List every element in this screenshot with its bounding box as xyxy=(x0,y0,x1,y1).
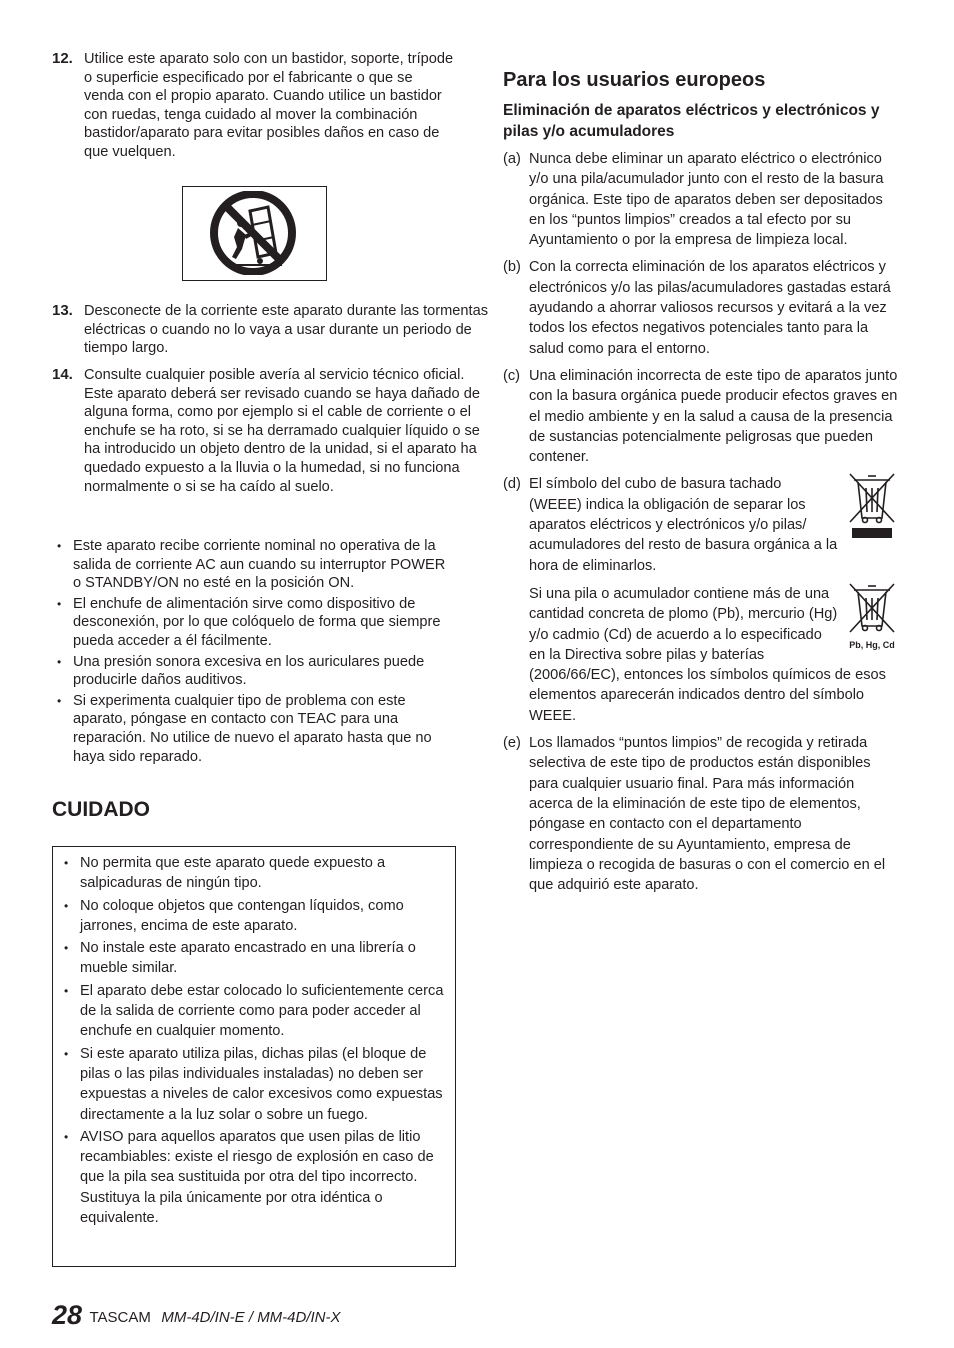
cuidado-heading: CUIDADO xyxy=(52,798,150,821)
list-item: • AVISO para aquellos aparatos que usen pilas de litio recambiables: existe el riesgo de explosión en caso de que la pila sea sustituida por otra del tipo incorrecto. Sustituya la pila únicamente por otra idéntica o equivalente. xyxy=(59,1127,447,1228)
weee-bin-icon xyxy=(848,472,896,546)
item-text: Los llamados “puntos limpios” de recogida y retirada selectiva de este tipo de productos están disponibles para cualquier usuario final. Para más información acerca de la eliminación de este tipo de elementos, póngase en contacto con el departamento correspondiente de su Ayuntamiento, empresa de limpieza o recogida de basuras o con el comercio en el que adquirió este aparato. xyxy=(529,735,886,894)
list-item: • Si experimenta cualquier tipo de problema con este aparato, póngase en contacto con TEAC para una reparación. No utilice de nuevo el aparato hasta que no haya sido reparado. xyxy=(52,692,456,766)
list-item: • El aparato debe estar colocado lo suficientemente cerca de la salida de corriente como para poder acceder al enchufe en cualquier momento. xyxy=(59,981,447,1042)
disposal-item-d xyxy=(503,474,898,726)
list-item: • Una presión sonora excesiva en los auriculares puede producirle daños auditivos. xyxy=(52,653,456,690)
item-number: 13. xyxy=(52,302,73,319)
item-text: Consulte cualquier posible avería al servicio técnico oficial. Este aparato deberá ser revisado cuando se haya dañado de alguna forma, como por ejemplo si el cable de corriente o el enchufe se ha roto, si se ha derramado cualquier líquido o se ha introducido un objeto dentro de la unidad, si el aparato ha quedado expuesto a la lluvia o la humedad, si no funciona normalmente o si se ha caído al suelo. xyxy=(84,367,480,495)
section-subtitle: Eliminación de aparatos eléctricos y electrónicos y pilas y/o acumuladores xyxy=(503,102,880,140)
brand-name: TASCAM xyxy=(89,1309,151,1326)
item-text: Con la correcta eliminación de los aparatos eléctricos y electrónicos y/o las pilas/acumuladores gastadas estará ayudando a ahorrar valiosos recursos y evitará a la vez todos los efectos negativos potenciales tanto para la salud como para el entorno. xyxy=(529,259,891,357)
left-column xyxy=(52,50,488,1227)
item-text: Desconecte de la corriente este aparato durante las tormentas eléctricas o cuando no lo vaya a usar durante un periodo de tiempo largo. xyxy=(84,303,488,357)
caution-box xyxy=(52,846,456,1267)
item-text: Utilice este aparato solo con un bastidor, soporte, trípode o superficie especificado por el fabricante o que se venda con el propio aparato. Cuando utilice un bastidor con ruedas, tenga cuidado al mover la combinación bastidor/aparato para evitar posibles daños en caso de que vuelquen. xyxy=(84,51,454,160)
safety-bullet-list xyxy=(52,537,456,768)
section-title: Para los usuarios europeos xyxy=(503,69,766,91)
item-label: (c) xyxy=(503,367,521,384)
list-item: • Este aparato recibe corriente nominal no operativa de la salida de corriente AC aun cuando su interruptor POWER o STANDBY/ON no esté en la posición ON. xyxy=(52,537,456,593)
item-label: (a) xyxy=(503,151,521,167)
disposal-item-a xyxy=(503,149,898,250)
list-item: • No instale este aparato encastrado en una librería o mueble similar. xyxy=(59,938,447,979)
safety-item-12 xyxy=(52,50,456,162)
disposal-item-b xyxy=(503,257,898,358)
caution-list xyxy=(53,847,455,1228)
item-label: (e) xyxy=(503,735,521,752)
list-item: • No coloque objetos que contengan líquidos, como jarrones, encima de este aparato. xyxy=(59,896,447,937)
disposal-item-e xyxy=(503,733,898,895)
list-item: • No permita que este aparato quede expuesto a salpicaduras de ningún tipo. xyxy=(59,853,447,894)
item-number: 14. xyxy=(52,366,73,383)
cart-tip-over-icon xyxy=(210,191,296,275)
item-number: 12. xyxy=(52,50,73,67)
page-footer xyxy=(52,1300,341,1331)
chemical-symbols-caption: Pb, Hg, Cd xyxy=(849,640,895,651)
safety-item-13 xyxy=(52,302,488,358)
page-number: 28 xyxy=(52,1300,83,1330)
weee-battery-icon xyxy=(848,582,896,651)
item-text: El símbolo del cubo de basura tachado (WEEE) indica la obligación de separar los aparatos eléctricos y electrónicos y/o pilas/ acumuladores del resto de basura orgánica a la hora de eliminarlos. xyxy=(529,476,838,574)
item-label: (b) xyxy=(503,259,521,276)
disposal-item-c xyxy=(503,366,898,467)
list-item: • El enchufe de alimentación sirve como dispositivo de desconexión, por lo que colóquelo de forma que siempre pueda acceder a él fácilmente. xyxy=(52,595,456,651)
item-text: Una eliminación incorrecta de este tipo de aparatos junto con la basura orgánica puede producir efectos graves en el medio ambiente y en la salud a causa de la presencia de sustancias potencialmente peligrosas que pueden contener. xyxy=(529,367,898,466)
model-name: MM-4D/IN-E / MM-4D/IN-X xyxy=(161,1309,341,1326)
item-text: Nunca debe eliminar un aparato eléctrico o electrónico y/o una pila/acumulador junto con el resto de la basura orgánica. Este tipo de aparatos deben ser depositados en los “puntos limpios” creados a tal efecto por su Ayuntamiento o por la empresa de limpieza local. xyxy=(529,151,884,249)
item-text: Si una pila o acumulador contiene más de una cantidad concreta de plomo (Pb), mercurio (Hg) y/o cadmio (Cd) de acuerdo a lo especificado en la Directiva sobre pilas y baterías (2006/66/EC), entonces los símbolos químicos de esos elementos aparecerán indicados dentro del símbolo WEEE. xyxy=(529,585,886,724)
item-label: (d) xyxy=(503,476,521,493)
safety-item-14 xyxy=(52,366,488,496)
list-item: • Si este aparato utiliza pilas, dichas pilas (el bloque de pilas o las pilas individuales instaladas) no deben ser expuestas a niveles de calor excesivos como expuestas directamente a la luz solar o sobre un fuego. xyxy=(59,1044,447,1125)
right-column xyxy=(503,66,898,902)
cart-warning-figure xyxy=(182,186,327,281)
